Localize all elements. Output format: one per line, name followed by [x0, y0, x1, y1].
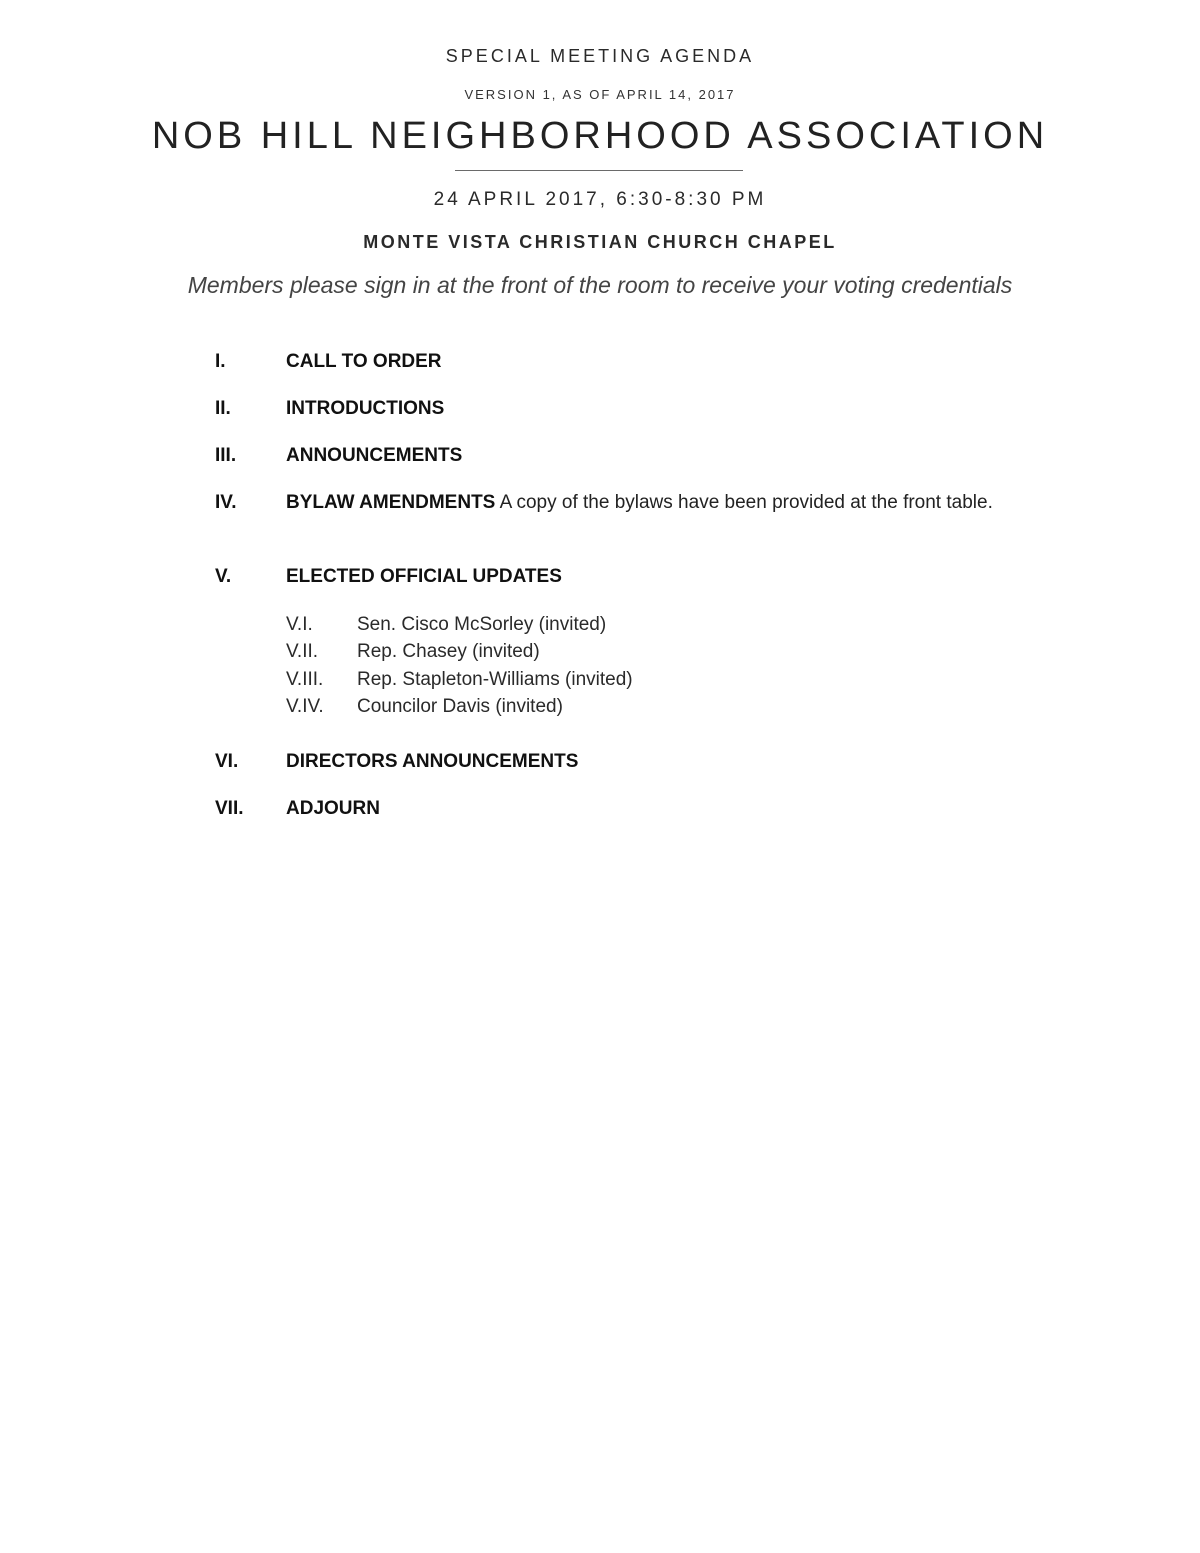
- sub-item-number: V.II.: [286, 641, 319, 663]
- agenda-item-number: III.: [215, 445, 237, 466]
- agenda-item-number: IV.: [215, 492, 237, 513]
- agenda-item-title: BYLAW AMENDMENTS: [286, 492, 496, 513]
- agenda-item: [215, 748, 1005, 775]
- agenda-item-title: CALL TO ORDER: [286, 351, 442, 372]
- sub-item-number: V.III.: [286, 668, 324, 690]
- agenda-item-title: DIRECTORS ANNOUNCEMENTS: [286, 751, 579, 772]
- title-divider: [455, 170, 743, 171]
- agenda-item: [215, 489, 1005, 516]
- sub-item-number: V.I.: [286, 614, 313, 635]
- agenda-item: [215, 348, 1005, 375]
- agenda-item-description: A copy of the bylaws have been provided at the front table.: [495, 492, 993, 513]
- agenda-item: [215, 395, 1005, 422]
- agenda-item-number: II.: [215, 398, 231, 419]
- agenda-item-title: ELECTED OFFICIAL UPDATES: [286, 566, 562, 587]
- meeting-datetime: 24 APRIL 2017, 6:30-8:30 PM: [433, 189, 767, 210]
- agenda-item: [215, 795, 1005, 822]
- agenda-item: [215, 563, 1005, 590]
- agenda-item-number: VI.: [215, 751, 239, 772]
- sign-in-note: Members please sign in at the front of the room to receive your voting credentials: [187, 272, 1013, 298]
- sub-item-text: Rep. Chasey (invited): [357, 641, 540, 663]
- version-line: VERSION 1, AS OF APRIL 14, 2017: [464, 87, 736, 102]
- sub-item-number: V.IV.: [286, 695, 324, 717]
- meeting-venue: MONTE VISTA CHRISTIAN CHURCH CHAPEL: [363, 232, 837, 252]
- agenda-item-number: VII.: [215, 798, 244, 819]
- sub-item-text: Sen. Cisco McSorley (invited): [357, 614, 607, 635]
- agenda-item-number: V.: [215, 566, 232, 587]
- sub-item-text: Councilor Davis (invited): [357, 695, 563, 717]
- organization-title: NOB HILL NEIGHBORHOOD ASSOCIATION: [151, 115, 1049, 157]
- agenda-item-title: INTRODUCTIONS: [286, 398, 445, 419]
- agenda-item-number: I.: [215, 351, 226, 372]
- sub-item-text: Rep. Stapleton-Williams (invited): [357, 668, 633, 690]
- document-kicker: SPECIAL MEETING AGENDA: [445, 46, 755, 66]
- agenda-item-title: ANNOUNCEMENTS: [286, 445, 463, 466]
- agenda-item: [215, 442, 1005, 469]
- agenda-item-title: ADJOURN: [286, 798, 380, 819]
